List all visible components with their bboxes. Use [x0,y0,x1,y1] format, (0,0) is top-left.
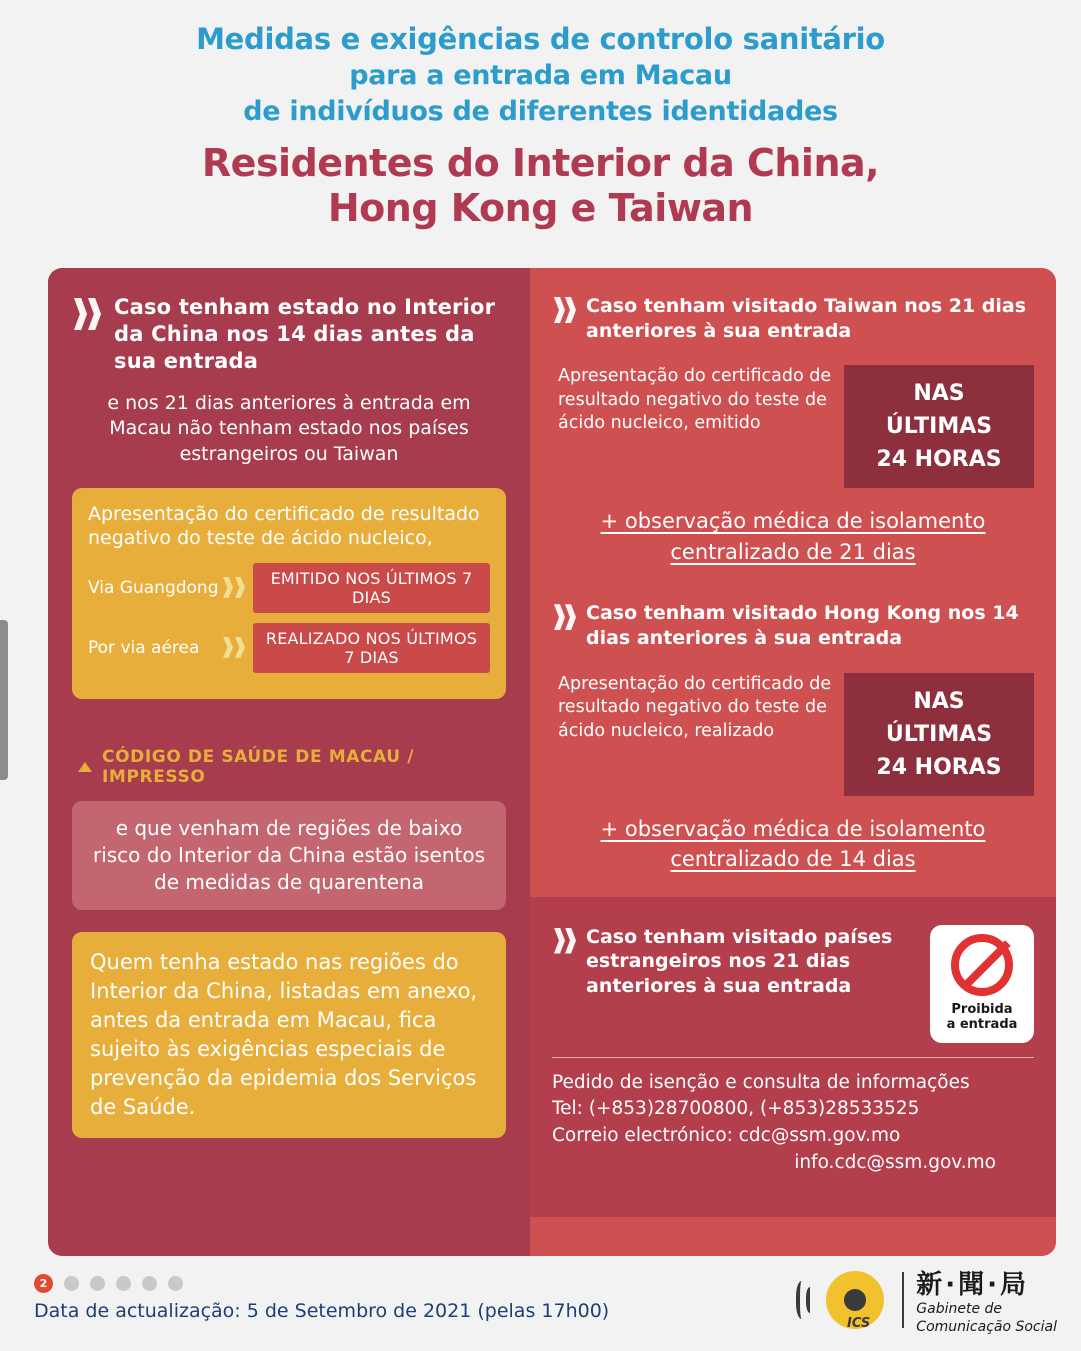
content-panels [48,268,1056,1256]
hongkong-section [530,567,1056,874]
page-indicator-dot[interactable] [90,1276,105,1291]
logo-text-pt-line-2: Comunicação Social [916,1318,1057,1335]
hongkong-heading-row [552,601,1034,650]
hongkong-body-row [552,673,1034,796]
taiwan-hours-badge [844,365,1034,488]
left-panel-heading: Caso tenham estado no Interior da China nos 14 dias antes da sua entrada [114,295,496,373]
taiwan-quarantine-note: + observação médica de isolamento centralizado de 21 dias [600,509,986,564]
taiwan-heading-row [552,294,1034,343]
title-line-1: Medidas e exigências de controlo sanitário [196,22,885,56]
scroll-indicator[interactable] [0,620,8,780]
page-indicator-dot[interactable] [142,1276,157,1291]
chevron-right-icon [72,294,114,334]
foreign-heading: Caso tenham visitado países estrangeiros nos 21 dias anteriores à sua entrada [586,925,893,997]
hongkong-heading: Caso tenham visitado Hong Kong nos 14 dias anteriores à sua entrada [586,602,1019,649]
no-entry-caption-line-2: a entrada [946,1017,1018,1032]
low-risk-exemption-card: e que venham de regiões de baixo risco do Interior da China estão isentos de medidas de quarentena [72,801,506,910]
chevron-right-icon [552,601,586,633]
logo-text [916,1264,1057,1336]
left-panel-test-card [72,488,506,699]
subtitle-line-2: Hong Kong e Taiwan [327,186,754,231]
no-entry-caption [947,1003,1018,1033]
test-card-text: Apresentação do certificado de resultado negativo do teste de ácido nucleico, [88,502,480,550]
contact-email: Correio electrónico: cdc@ssm.gov.mo [552,1125,901,1147]
logo-wave-icon [806,1287,816,1313]
hongkong-hours-badge [844,673,1034,796]
page-footer [0,1256,1081,1351]
title-line-2: para a entrada em Macau [349,60,732,92]
chevron-right-icon [552,925,586,957]
logo-mark-text: ICS [847,1316,871,1331]
logo-divider [902,1272,904,1328]
logo-text-pt-line-1: Gabinete de [916,1301,1003,1317]
page-indicator-dot[interactable] [116,1276,131,1291]
contact-phone: Tel: (+853)28700800, (+853)28533525 [552,1098,920,1120]
page-indicator[interactable] [34,1274,194,1293]
taiwan-hours-line-2: 24 HORAS [876,447,1002,473]
hongkong-hours-line-2: 24 HORAS [876,754,1002,780]
listed-regions-card: Quem tenha estado nas regiões do Interior da China, listadas em anexo, antes da entrada em Macau, fica sujeito às exigências especiais de prevenção da epidemia dos Serviços de Saúde. [72,932,506,1138]
chevron-right-icon [223,576,253,600]
via-guangdong-label: Via Guangdong [88,577,219,598]
page-header [0,0,1081,231]
test-card-row [88,563,490,613]
logo-mark [794,1267,890,1333]
taiwan-section [530,268,1056,567]
no-entry-icon [930,925,1034,1043]
page-title [0,22,1081,129]
taiwan-body-row [552,365,1034,488]
hongkong-quarantine-note: + observação médica de isolamento centralizado de 14 dias [600,816,986,872]
contact-email-2: info.cdc@ssm.gov.mo [794,1151,996,1173]
page-subtitle [0,141,1081,231]
triangle-up-icon [78,762,92,772]
via-air-badge: REALIZADO NOS ÚLTIMOS 7 DIAS [253,623,490,673]
health-code-row [72,747,506,787]
contact-block [552,1057,1034,1177]
contact-title: Pedido de isenção e consulta de informações [552,1071,970,1093]
title-line-3: de indivíduos de diferentes identidades [243,96,838,128]
taiwan-body-text: Apresentação do certificado de resultado negativo do teste de ácido nucleico, emitido [558,366,832,434]
no-entry-ring [951,934,1013,996]
no-entry-caption-line-1: Proibida [951,1002,1013,1018]
hongkong-body-text: Apresentação do certificado de resultado negativo do teste de ácido nucleico, realizado [558,673,832,741]
logo-text-cn: 新·聞·局 [916,1270,1030,1300]
foreign-heading-row [552,925,1034,1043]
page-indicator-dot[interactable] [64,1276,79,1291]
right-panel [530,268,1056,1256]
left-panel-heading-row [72,294,506,375]
page-indicator-dot[interactable] [168,1276,183,1291]
subtitle-line-1: Residentes do Interior da China, [201,141,880,186]
hongkong-hours-line-1: NAS ÚLTIMAS [885,688,993,747]
health-code-label: CÓDIGO DE SAÚDE DE MACAU / IMPRESSO [102,746,415,787]
taiwan-hours-line-1: NAS ÚLTIMAS [885,381,993,440]
taiwan-heading: Caso tenham visitado Taiwan nos 21 dias anteriores à sua entrada [586,295,1027,342]
via-air-label: Por via aérea [88,637,200,658]
chevron-right-icon [223,636,253,660]
update-date: Data de actualização: 5 de Setembro de 2021 (pelas 17h00) [34,1300,610,1322]
via-guangdong-badge: EMITIDO NOS ÚLTIMOS 7 DIAS [253,563,490,613]
left-panel-subheading: e nos 21 dias anteriores à entrada em Macau não tenham estado nos países estrangeiros ou Taiwan [107,391,471,465]
chevron-right-icon [552,294,586,326]
foreign-countries-section [530,897,1056,1217]
gcs-logo [794,1264,1057,1336]
left-panel-mainland [48,268,530,1256]
test-card-row [88,623,490,673]
page-indicator-active[interactable]: 2 [34,1274,53,1293]
